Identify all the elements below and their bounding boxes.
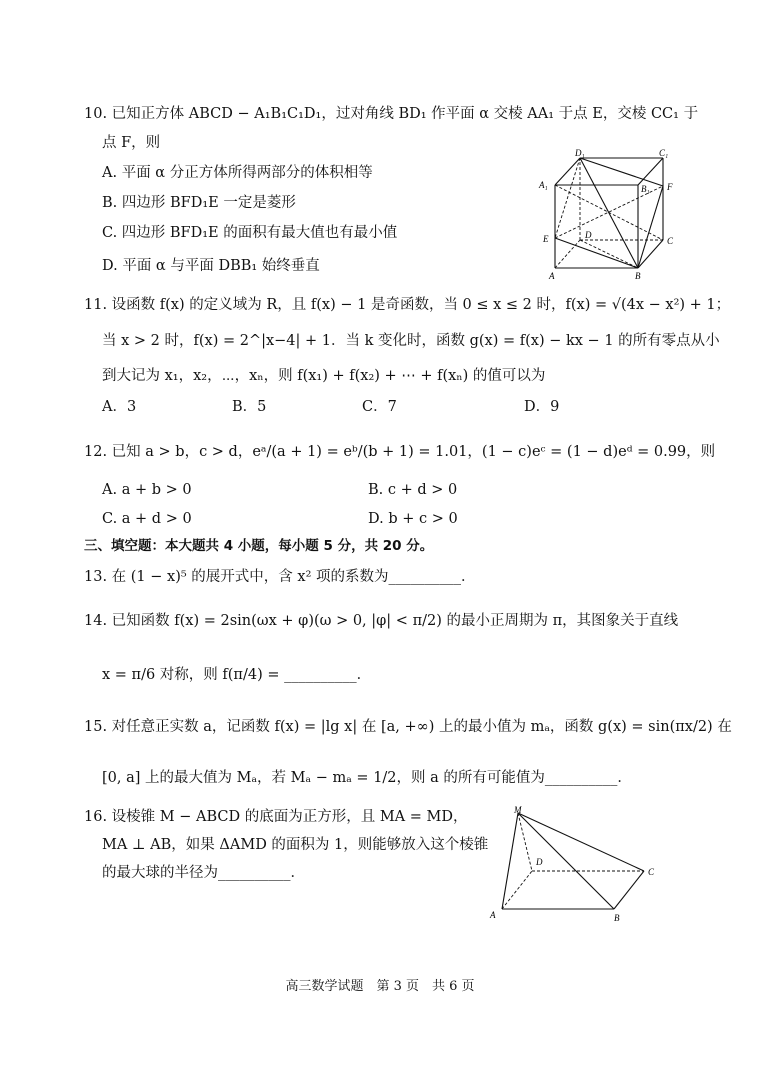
q16-line1: 16. 设棱锥 M − ABCD 的底面为正方形，且 MA = MD， xyxy=(84,809,468,825)
label-a: A xyxy=(490,910,496,920)
q10-stem-line2: 点 F，则 xyxy=(102,135,161,151)
q10-option-b: B. 四边形 BFD₁E 一定是菱形 xyxy=(102,195,296,211)
q12-option-c: C. a + d > 0 xyxy=(102,511,192,527)
cube-figure xyxy=(535,148,685,283)
page-footer: 高三数学试题 第 3 页 共 6 页 xyxy=(285,979,475,994)
label-f: F xyxy=(667,182,673,192)
label-a1: A₁ xyxy=(539,180,548,190)
q11-option-b: B．5 xyxy=(232,399,267,415)
label-c: C xyxy=(648,867,655,877)
label-c1: C₁ xyxy=(659,148,669,158)
q14-line1: 14. 已知函数 f(x) = 2sin(ωx + φ)(ω > 0, |φ| < π/2) 的最小正周期为 π，其图象关于直线 xyxy=(84,613,679,629)
label-b1: B₁ xyxy=(641,184,650,194)
q11-option-c: C．7 xyxy=(362,399,397,415)
q12-option-d: D. b + c > 0 xyxy=(368,511,458,527)
label-e: E xyxy=(543,234,549,244)
q14-line2: x = π/6 对称，则 f(π/4) = __________． xyxy=(102,667,372,683)
pyramid-figure xyxy=(488,805,678,925)
label-b: B xyxy=(614,913,620,923)
q12-option-b: B. c + d > 0 xyxy=(368,482,458,498)
label-b: B xyxy=(635,271,641,281)
q10-stem-line1: 10. 已知正方体 ABCD − A₁B₁C₁D₁，过对角线 BD₁ 作平面 α 交棱 AA₁ 于点 E，交棱 CC₁ 于 xyxy=(84,106,699,122)
q11-option-a: A．3 xyxy=(102,399,137,415)
label-d: D xyxy=(536,857,543,867)
label-d1: D₁ xyxy=(575,148,585,158)
q16-line3: 的最大球的半径为__________． xyxy=(102,865,305,881)
q11-option-d: D．9 xyxy=(524,399,560,415)
label-a: A xyxy=(549,271,555,281)
q11-line3: 到大记为 x₁，x₂，⋯，xₙ，则 f(x₁) + f(x₂) + ⋯ + f(xₙ) 的值可以为 xyxy=(102,368,546,384)
q15-line1: 15. 对任意正实数 a，记函数 f(x) = |lg x| 在 [a, +∞) 上的最小值为 mₐ，函数 g(x) = sin(πx/2) 在 xyxy=(84,719,732,735)
q11-line2: 当 x > 2 时，f(x) = 2^|x−4| + 1．当 k 变化时，函数 g(x) = f(x) − kx − 1 的所有零点从小 xyxy=(102,333,720,349)
q12-line1: 12. 已知 a > b，c > d，eᵃ/(a + 1) = eᵇ/(b + 1) = 1.01，(1 − c)eᶜ = (1 − d)eᵈ = 0.99，则 xyxy=(84,444,716,460)
q10-option-d: D. 平面 α 与平面 DBB₁ 始终垂直 xyxy=(102,258,320,274)
section-heading-fill-blank: 三、填空题：本大题共 4 小题，每小题 5 分，共 20 分。 xyxy=(84,538,434,554)
q10-option-a: A. 平面 α 分正方体所得两部分的体积相等 xyxy=(102,165,373,181)
label-m: M xyxy=(514,805,522,815)
q12-option-a: A. a + b > 0 xyxy=(102,482,192,498)
q15-line2: [0, a] 上的最大值为 Mₐ，若 Mₐ − mₐ = 1/2，则 a 的所有可能值为__________． xyxy=(102,770,632,786)
q10-option-c: C. 四边形 BFD₁E 的面积有最大值也有最小值 xyxy=(102,225,398,241)
label-c: C xyxy=(667,236,674,246)
label-d: D xyxy=(585,230,592,240)
q13-line: 13. 在 (1 − x)⁵ 的展开式中，含 x² 项的系数为__________． xyxy=(84,569,476,585)
q11-line1: 11. 设函数 f(x) 的定义域为 R，且 f(x) − 1 是奇函数，当 0 ≤ x ≤ 2 时，f(x) = √(4x − x²) + 1； xyxy=(84,297,731,313)
q16-line2: MA ⊥ AB，如果 ΔAMD 的面积为 1，则能够放入这个棱锥 xyxy=(102,837,489,853)
